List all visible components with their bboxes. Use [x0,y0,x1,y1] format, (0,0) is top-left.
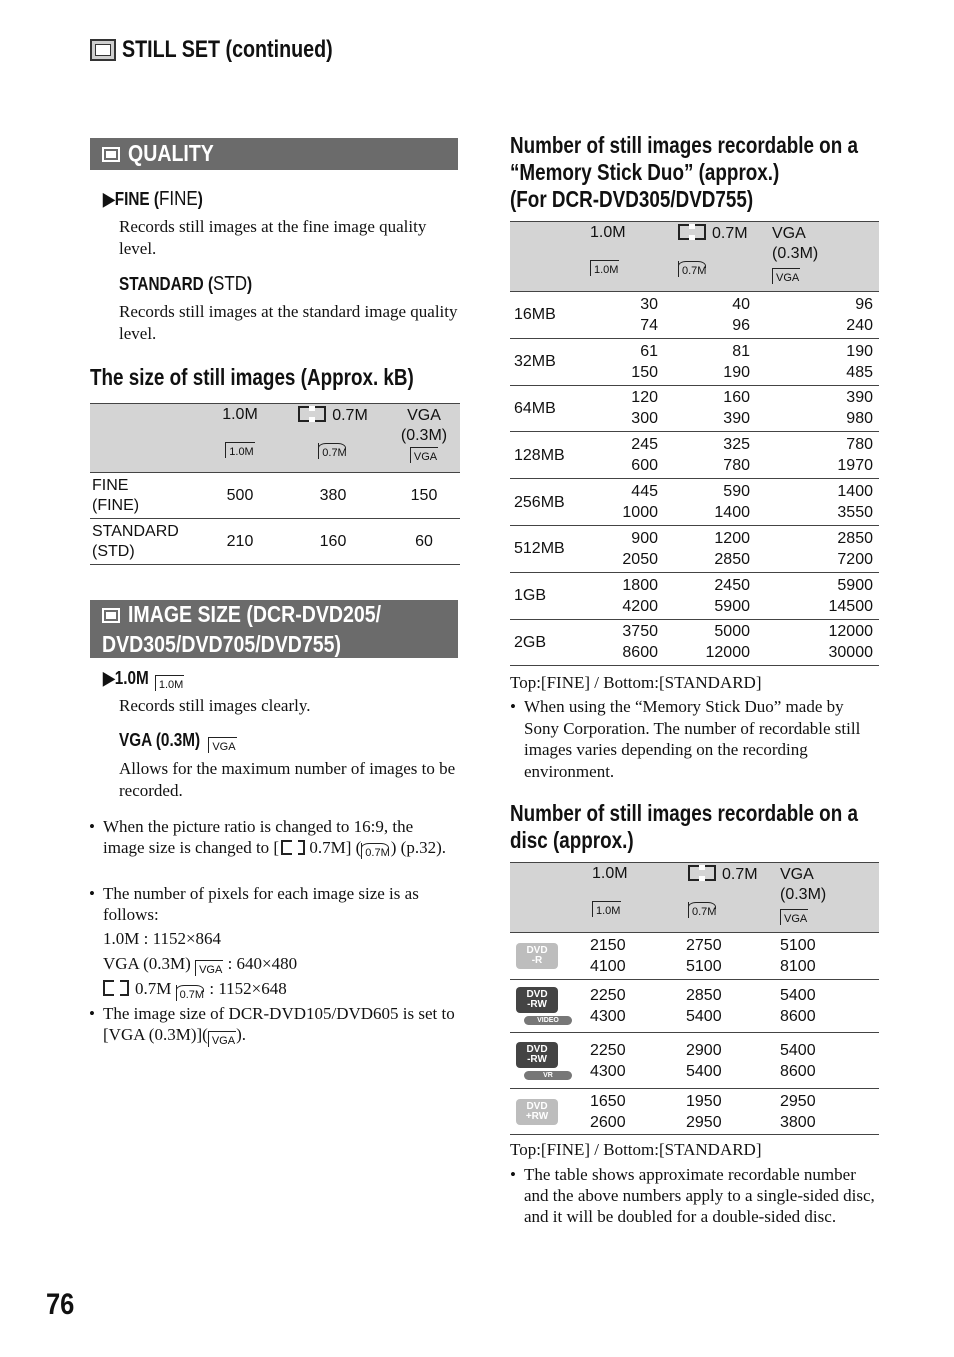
page-title: STILL SET (continued) [122,36,333,63]
cell-value: 2750 [686,937,722,954]
size-1m-option: ▶1.0M 1.0M [103,668,184,691]
page-number: 76 [46,1288,75,1321]
cell-value: 5900 [837,576,873,594]
cell-value: 3550 [837,504,873,522]
arrow-right-icon: ▶ [103,189,115,209]
cell-value: 40 [732,295,750,313]
cell-value: 7200 [837,550,873,568]
cell-value: 2050 [622,550,658,568]
dvd-disc-icon: DVD -RW [516,987,558,1013]
cell-value: 81 [732,342,750,360]
cell-value: 1650 [590,1092,626,1110]
cell-value: 30 [640,295,658,313]
cell-value: 4300 [590,1008,626,1025]
cell-value: 780 [723,457,750,475]
fine-description: Records still images at the fine image quality level. [119,217,427,258]
pixels-07m: 0.7M 0.7M : 1152×648 [103,978,287,1001]
table-row [510,572,879,619]
menu-square-icon [102,608,120,623]
cell-value: 2450 [714,576,750,594]
cell-value: 12000 [828,623,873,641]
size-1m-icon: 1.0M [592,901,621,917]
cell-value: 980 [846,410,873,428]
media-label: 64MB [514,399,556,417]
media-label: 2GB [514,633,547,651]
ms-table: 1.0M 1.0M 0.7M 0.7M VGA (0.3M) VGA 16MB 30 74 40 96 96 240 32MB 61 150 81 190 190 485 64MB 120 300 160 390 390 980 128MB 245 600 325 780 780 1970 256MB 445 1000 590 1400 1400 3550 512MB 900 2050 1200 2850 2850 7200 1GB 1800 4200 2450 5900 5900 14500 2GB 3750 8600 5000 12000 12000 30000 [510,221,879,666]
size-1m-icon: 1.0M [225,442,254,458]
dvd-disc-icon: DVD -R [516,943,558,969]
size-vga-icon: VGA [208,1031,236,1047]
cell-value: 8600 [622,644,658,662]
page-header [90,34,379,66]
wide-frame-icon [103,980,129,996]
cell-value: 325 [723,436,750,454]
cell-value: 485 [846,363,873,381]
cell-value: 590 [723,483,750,501]
cell-value: 390 [846,389,873,407]
table-row [510,1033,879,1089]
media-label: 256MB [514,493,565,511]
disc-table-title: Number of still images recordable on a disc (approx.) [510,800,858,853]
cell-value: 1950 [686,1092,722,1110]
dvd-disc-icon: DVD +RW [516,1099,558,1125]
ms-footnote: Top:[FINE] / Bottom:[STANDARD] [510,673,762,692]
cell-value: 1970 [837,457,873,475]
wide-frame-icon [298,406,326,422]
cell-value: 4100 [590,958,626,975]
quality-section-bar [90,138,458,170]
size-table: 1.0M 1.0M 0.7M 0.7M VGA (0.3M) VGA FINE (FINE) 500 380 150 STANDARD (STD) 210 160 60 [90,403,460,565]
ms-table-title: Number of still images recordable on a “Memory Stick Duo” (approx.) (For DCR-DVD305/DVD755) [510,132,858,212]
size-1m-description: Records still images clearly. [119,696,311,715]
cell-value: 5100 [780,937,816,954]
cell-value: 160 [723,389,750,407]
arrow-right-icon: ▶ [103,668,115,688]
cell-value: 2850 [686,987,722,1004]
wide-frame-icon [281,840,305,855]
cell-value: 4300 [590,1062,626,1080]
size-vga-icon: VGA [195,960,223,976]
media-label: 128MB [514,446,565,464]
disc-mode-tag: VIDEO [524,1016,572,1025]
disc-mode-tag: VR [524,1071,572,1080]
cell-value: 12000 [705,644,750,662]
size-vga-icon: VGA [208,737,236,753]
table-row [510,525,879,572]
cell-value: 240 [846,316,873,334]
cell-value: 8100 [780,958,816,975]
pixels-1m: 1.0M : 1152×864 [103,929,222,948]
size-table-title: The size of still images (Approx. kB) [90,364,414,390]
cell-value: 2900 [686,1041,722,1059]
size-07m-icon: 0.7M [176,985,205,1001]
cell-value: 30000 [828,644,873,662]
table-row [510,479,879,526]
quality-title: QUALITY [128,140,214,166]
table-row [510,933,879,980]
media-label: 16MB [514,306,556,324]
standard-option: STANDARD (STD) [119,273,253,295]
size-1m-icon: 1.0M [155,675,184,691]
cell-value: 8600 [780,1062,816,1080]
cell-value: 1000 [622,504,658,522]
size-07m-icon: 0.7M [688,902,717,918]
note-dvd105: • The image size of DCR-DVD105/DVD605 is set to [VGA (0.3M)]( VGA). [103,1003,458,1047]
table-row [510,338,879,385]
size-07m-icon: 0.7M [318,443,347,459]
size-vga-icon: VGA [780,909,808,925]
wide-frame-icon [688,865,716,881]
size-vga-icon: VGA [772,268,800,284]
cell-value: 5400 [686,1008,722,1025]
cell-value: 245 [631,436,658,454]
disc-note: • The table shows approximate recordable number and the above numbers apply to a single-sided disc, and it will be doubled for a double-sided disc. [524,1164,884,1227]
media-label: 512MB [514,540,565,558]
cell-value: 4200 [622,597,658,615]
note-pixels: • The number of pixels for each image size is as follows: [103,883,458,925]
cell-value: 5100 [686,958,722,975]
cell-value: 3800 [780,1113,816,1131]
cell-value: 1800 [622,576,658,594]
cell-value: 8600 [780,1008,816,1025]
cell-value: 5000 [714,623,750,641]
cell-value: 190 [846,342,873,360]
cell-value: 300 [631,410,658,428]
cell-value: 3750 [622,623,658,641]
table-row [510,980,879,1033]
fine-option: ▶FINE (FINE) [103,188,203,210]
size-vga-icon: VGA [410,447,438,463]
standard-label: STANDARD ( [119,274,214,294]
image-size-section-bar: IMAGE SIZE (DCR-DVD205/ DVD305/DVD705/DVD755) [90,600,458,658]
cell-value: 74 [640,316,658,334]
cell-value: 190 [723,363,750,381]
standard-description: Records still images at the standard image quality level. [119,302,458,343]
standard-badge: STD [213,273,248,295]
cell-value: 2850 [714,550,750,568]
size-vga-option: VGA (0.3M) VGA [119,730,236,753]
disc-footnote: Top:[FINE] / Bottom:[STANDARD] [510,1140,762,1159]
fine-badge: FINE [158,188,198,210]
media-label: 32MB [514,353,556,371]
size-vga-description: Allows for the maximum number of images to be recorded. [119,759,456,800]
table-row [510,619,879,666]
cell-value: 5400 [686,1062,722,1080]
table-row [510,292,879,339]
size-1m-icon: 1.0M [590,260,619,276]
cell-value: 1200 [714,529,750,547]
pixels-vga: VGA (0.3M) VGA : 640×480 [103,954,298,976]
media-label: 1GB [514,587,547,605]
cell-value: 5400 [780,987,816,1004]
wide-frame-icon [678,224,706,240]
cell-value: 2250 [590,1041,626,1059]
cell-value: 5900 [714,597,750,615]
size-07m-icon: 0.7M [678,261,707,277]
cell-value: 150 [631,363,658,381]
cell-value: 61 [640,342,658,360]
cell-value: 96 [732,316,750,334]
cell-value: 2950 [686,1113,722,1131]
menu-square-icon [102,147,120,162]
cell-value: 5400 [780,1041,816,1059]
cell-value: 445 [631,483,658,501]
disc-table: 1.0M 1.0M 0.7M 0.7M VGA (0.3M) VGA DVD -R 2150 4100 2750 5100 5100 8100 DVD -RW VIDEO 2250 4300 2850 5400 5400 8600 DVD -RW VR 2250 4300 2900 5400 5400 8600 DVD +RW 1650 2600 1950 2950 2950 3800 [510,862,879,1135]
cell-value: 780 [846,436,873,454]
table-row [510,432,879,479]
table-row [510,385,879,432]
table-row: STANDARD (STD) 210 160 60 [90,519,460,565]
cell-value: 1400 [714,504,750,522]
cell-value: 2950 [780,1092,816,1110]
cell-value: 2600 [590,1113,626,1131]
cell-value: 1400 [837,483,873,501]
table-row [510,1089,879,1135]
fine-label: FINE ( [114,189,159,209]
table-row: FINE (FINE) 500 380 150 [90,473,460,519]
cell-value: 390 [723,410,750,428]
cell-value: 96 [855,295,873,313]
cell-value: 2250 [590,987,626,1004]
cell-value: 600 [631,457,658,475]
size-07m-icon: 0.7M [361,843,390,859]
cell-value: 900 [631,529,658,547]
cell-value: 2150 [590,937,626,954]
note-169: • When the picture ratio is changed to 16:9, the image size is changed to [ 0.7M] ( 0.7M) (p.32). [103,816,458,859]
dvd-disc-icon: DVD -RW [516,1042,558,1068]
cell-value: 14500 [828,597,873,615]
cell-value: 2850 [837,529,873,547]
ms-note: • When using the “Memory Stick Duo” made by Sony Corporation. The number of recordable still images varies depending on the recording environment. [524,696,880,782]
cell-value: 120 [631,389,658,407]
camera-menu-icon [90,39,116,61]
